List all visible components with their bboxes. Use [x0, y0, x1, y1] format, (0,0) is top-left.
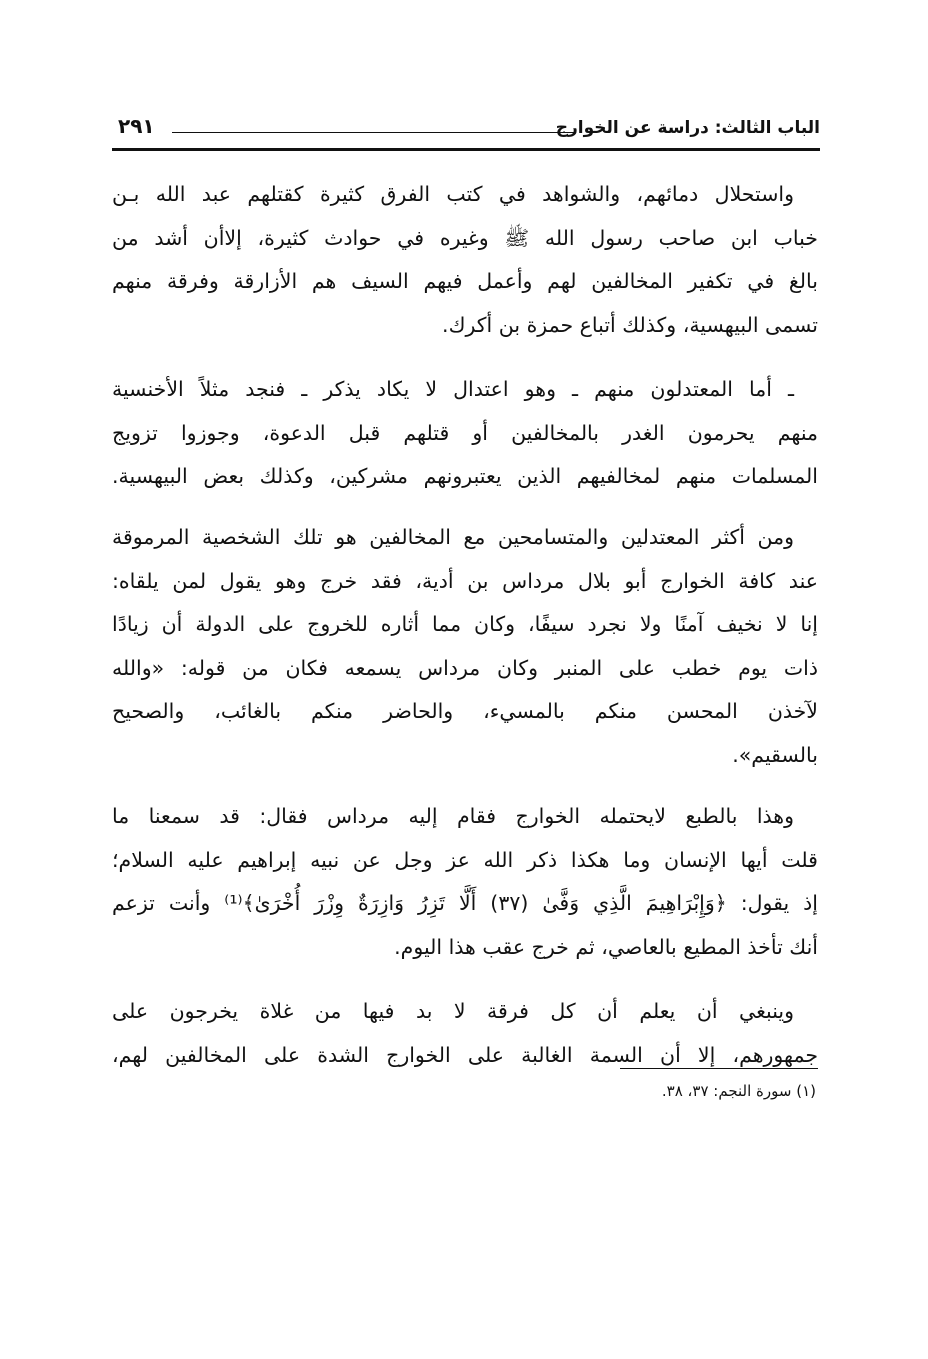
- text-line: ذات يوم خطب على المنبر وكان مرداس يسمعه فكان من قوله: «والله: [112, 655, 818, 680]
- text-line: بالسقيم».: [732, 742, 818, 767]
- page-number: ٢٩١: [118, 114, 155, 138]
- header-divider: [112, 148, 820, 151]
- footnote-separator: [620, 1068, 818, 1069]
- footnote: (١) سورة النجم: ٣٧، ٣٨.: [661, 1082, 816, 1100]
- text-line: وهذا بالطبع لايحتمله الخوارج فقام إليه مرداس فقال: قد سمعنا ما: [112, 804, 794, 828]
- quran-verse-line: إذ يقول: ﴿وَإِبْرَاهِيمَ الَّذِي وَفَّىٰ (٣٧) أَلَّا تَزِرُ وَازِرَةٌ وِزْرَ أُخْرَىٰ﴾⁽¹⁾ وأنت تزعم: [112, 891, 818, 916]
- header-rule: [172, 132, 575, 133]
- text-line: إنا لا نخيف آمنًا ولا نجرد سيفًا، وكان مما أثاره للخروج على الدولة أن زيادًا: [112, 612, 818, 637]
- paragraph: [112, 795, 818, 969]
- text-line: قلت أيها الإنسان وما هكذا ذكر الله عز وجل عن نبيه إبراهيم عليه السلام؛: [112, 847, 818, 872]
- text-line: المسلمات منهم لمخالفيهم الذين يعتبرونهم مشركين، وكذلك بعض البيهسية.: [112, 464, 818, 489]
- paragraph: [112, 173, 818, 347]
- paragraph: [112, 368, 818, 499]
- chapter-title: الباب الثالث: دراسة عن الخوارج: [555, 118, 820, 138]
- paragraph: [112, 990, 818, 1077]
- text-line: واستحلال دمائهم، والشواهد في كتب الفرق كثيرة كقتلهم عبد الله بـن: [112, 182, 794, 206]
- text-line: ومن أكثر المعتدلين والمتسامحين مع المخالفين هو تلك الشخصية المرموقة: [112, 525, 794, 549]
- text-line: وينبغي أن يعلم أن كل فرقة لا بد فيها من غلاة يخرجون على: [112, 999, 794, 1023]
- paragraph: [112, 516, 818, 778]
- text-line: ـ أما المعتدلون منهم ـ وهو اعتدال لا يكاد يذكر ـ فنجد مثلاً الأخنسية: [112, 377, 794, 401]
- running-header: [112, 112, 820, 152]
- text-line: أنك تأخذ المطيع بالعاصي، ثم خرج عقب هذا اليوم.: [394, 934, 818, 959]
- text-line: عند كافة الخوارج أبو بلال مرداس بن أدية، فقد خرج وهو يقول لمن يلقاه:: [112, 568, 818, 593]
- text-line: تسمى البيهسية، وكذلك أتباع حمزة بن أكرك.: [442, 312, 818, 337]
- text-line: لآخذن المحسن منكم بالمسيء، والحاضر منكم بالغائب، والصحيح: [112, 699, 818, 724]
- text-line: بالغ في تكفير المخالفين لهم وأعمل فيهم السيف هم الأزارقة وفرقة منهم: [112, 269, 818, 294]
- text-line: منهم يحرمون الغدر بالمخالفين أو قتلهم قبل الدعوة، وجوزوا تزويج: [112, 420, 818, 445]
- text-line: خباب ابن صاحب رسول الله ﷺ وغيره في حوادث كثيرة، إلاأن أشد من: [112, 225, 818, 250]
- text-line: جمهورهم، إلا أن السمة الغالبة على الخوارج الشدة على المخالفين لهم،: [112, 1042, 818, 1067]
